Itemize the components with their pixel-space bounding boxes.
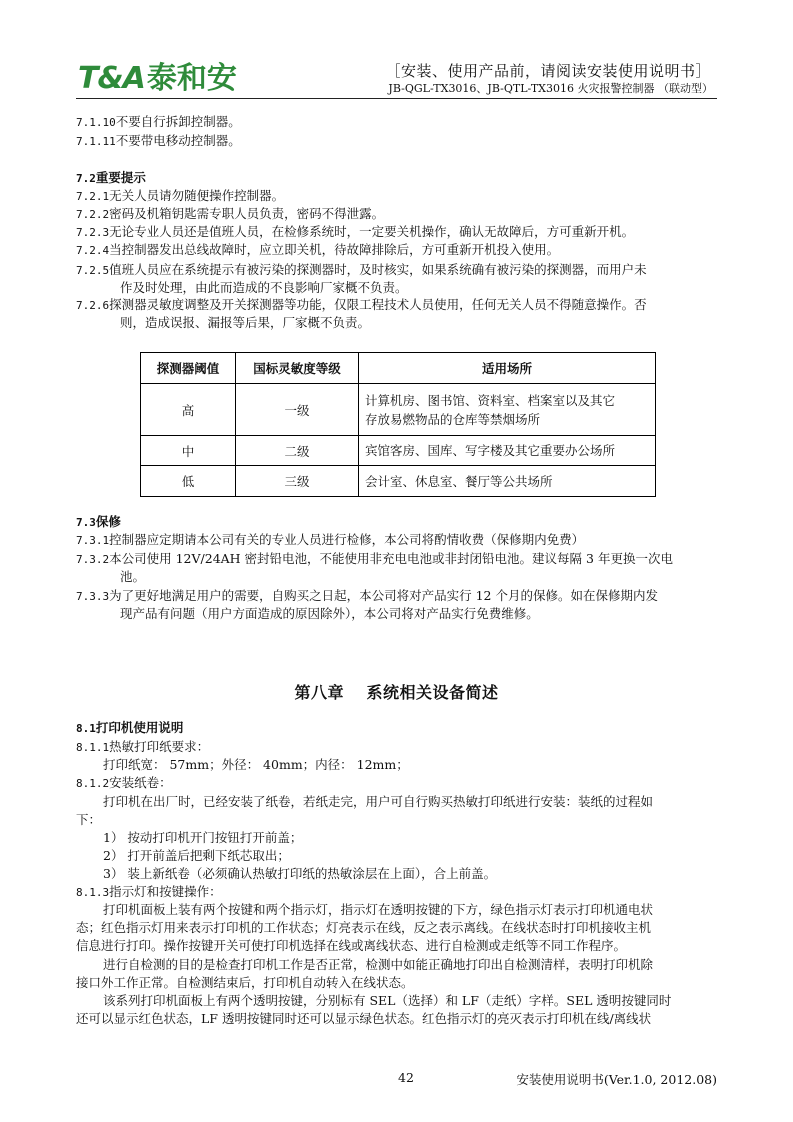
list-item: 7.2.2密码及机箱钥匙需专职人员负责，密码不得泄露。 [76, 206, 385, 221]
page-number: 42 [398, 1070, 414, 1085]
list-item: 7.2.5值班人员应在系统提示有被污染的探测器时，及时核实，如果系统确有被污染的探测器，而用户未 [76, 262, 647, 277]
header-title: ［安装、使用产品前，请阅读安装使用说明书］ [385, 62, 711, 80]
company-logo [78, 56, 237, 96]
header-divider [76, 98, 717, 99]
paragraph-line: 下： [76, 812, 102, 827]
paper-spec: 打印纸宽： 57mm；外径： 40mm；内径： 12mm； [103, 757, 409, 772]
section-heading: 7.2重要提示 [76, 170, 146, 185]
paragraph-line: 打印机面板上装有两个按键和两个指示灯，指示灯在透明按键的下方，绿色指示灯表示打印机通电状 [103, 902, 654, 917]
section-heading: 8.1打印机使用说明 [76, 720, 184, 735]
table-cell: 高 [141, 384, 236, 436]
step-item: 3） 装上新纸卷（必须确认热敏打印纸的热敏涂层在上面），合上前盖。 [103, 866, 497, 881]
logo-name: 泰和安 [146, 61, 237, 96]
header-model: JB-QGL-TX3016、JB-QTL-TX3016 火灾报警控制器 （联动型） [388, 82, 713, 95]
paragraph-line: 态；红色指示灯用来表示打印机的工作状态；灯亮表示在线，反之表示离线。在线状态时打印机接收主机 [76, 920, 652, 935]
table-cell: 计算机房、图书馆、资料室、档案室以及其它 存放易燃物品的仓库等禁烟场所 [359, 384, 656, 436]
paragraph-line: 信息进行打印。操作按键开关可使打印机选择在线或离线状态、进行自检测或走纸等不同工作程序。 [76, 938, 627, 953]
list-item: 7.3.1控制器应定期请本公司有关的专业人员进行检修，本公司将酌情收费（保修期内免费） [76, 532, 585, 547]
list-item: 8.1.2安装纸卷： [76, 775, 172, 790]
paragraph-line: 接口外工作正常。自检测结束后，打印机自动转入在线状态。 [76, 975, 414, 990]
table-row [141, 384, 656, 436]
list-item: 8.1.1热敏打印纸要求： [76, 739, 210, 754]
list-item-continuation: 则，造成误报、漏报等后果，厂家概不负责。 [120, 315, 371, 330]
list-item: 7.1.10不要自行拆卸控制器。 [76, 114, 241, 129]
list-item-continuation: 池。 [120, 569, 146, 584]
list-item-continuation: 现产品有问题（用户方面造成的原因除外），本公司将对产品实行免费维修。 [120, 606, 539, 621]
list-item: 7.1.11不要带电移动控制器。 [76, 133, 241, 148]
table-cell: 低 [141, 466, 236, 497]
chapter-title: 第八章 系统相关设备简述 [294, 683, 499, 702]
column-header: 国标灵敏度等级 [236, 353, 359, 384]
table-header-row [141, 353, 656, 384]
step-item: 2） 打开前盖后把剩下纸芯取出； [103, 848, 290, 863]
table-row [141, 436, 656, 466]
list-item: 7.3.2本公司使用 12V/24AH 密封铅电池，不能使用非充电电池或非封闭铅电池。建议每隔 3 年更换一次电 [76, 551, 673, 566]
paragraph-line: 还可以显示红色状态，LF 透明按键同时还可以显示绿色状态。红色指示灯的亮灭表示打印机在线/离线状 [76, 1011, 652, 1026]
list-item: 7.2.3无论专业人员还是值班人员，在检修系统时，一定要关机操作，确认无故障后，方可重新开机。 [76, 224, 635, 239]
list-item: 7.2.4当控制器发出总线故障时，应立即关机，待故障排除后，方可重新开机投入使用。 [76, 242, 560, 257]
footer-doc-info: 安装使用说明书(Ver.1.0, 2012.08) [516, 1072, 717, 1087]
list-item-continuation: 作及时处理，由此而造成的不良影响厂家概不负责。 [120, 280, 408, 295]
list-item: 8.1.3指示灯和按键操作： [76, 884, 222, 899]
paragraph-line: 打印机在出厂时，已经安装了纸卷，若纸走完，用户可自行购买热敏打印纸进行安装：装纸的过程如 [103, 794, 654, 809]
step-item: 1） 按动打印机开门按钮打开前盖； [103, 830, 303, 845]
table-row [141, 466, 656, 497]
paragraph-line: 该系列打印机面板上有两个透明按键，分别标有 SEL（选择）和 LF（走纸）字样。SEL 透明按键同时 [103, 993, 672, 1008]
list-item: 7.2.1无关人员请勿随便操作控制器。 [76, 188, 285, 203]
table-cell: 宾馆客房、国库、写字楼及其它重要办公场所 [359, 436, 656, 466]
table-cell: 会计室、休息室、餐厅等公共场所 [359, 466, 656, 497]
column-header: 探测器阈值 [141, 353, 236, 384]
sensitivity-table [140, 352, 656, 497]
list-item: 7.3.3为了更好地满足用户的需要，自购买之日起，本公司将对产品实行 12 个月的保修。如在保修期内发 [76, 588, 658, 603]
table-cell: 三级 [236, 466, 359, 497]
column-header: 适用场所 [359, 353, 656, 384]
table-cell: 一级 [236, 384, 359, 436]
list-item: 7.2.6探测器灵敏度调整及开关探测器等功能，仅限工程技术人员使用，任何无关人员不得随意操作。否 [76, 297, 647, 312]
section-heading: 7.3保修 [76, 514, 121, 529]
logo-mark: T&A [78, 61, 145, 96]
paragraph-line: 进行自检测的目的是检查打印机工作是否正常，检测中如能正确地打印出自检测清样，表明打印机除 [103, 957, 654, 972]
table-cell: 二级 [236, 436, 359, 466]
table-cell: 中 [141, 436, 236, 466]
